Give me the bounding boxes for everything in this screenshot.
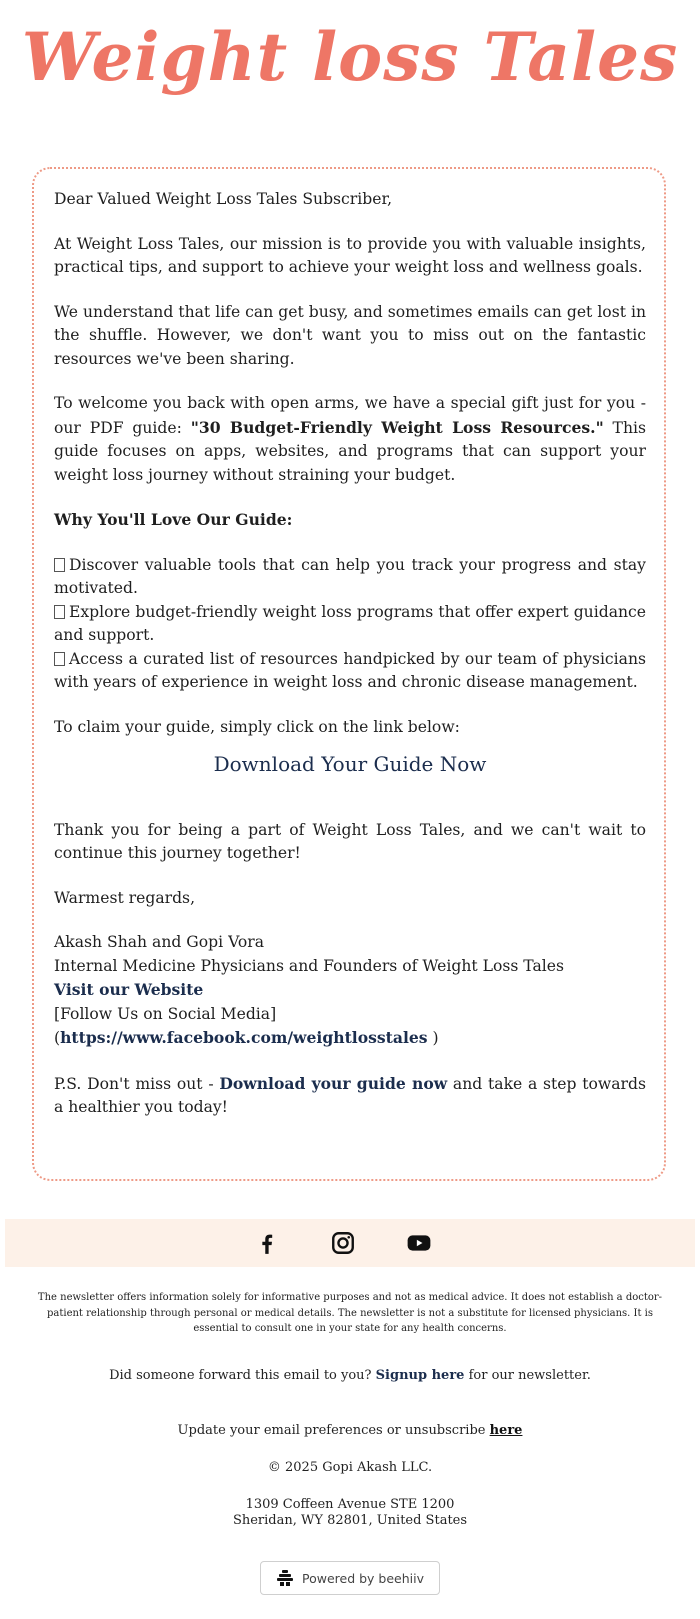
facebook-icon[interactable] <box>254 1230 280 1256</box>
gift-text-end: This guide focuses on apps, websites, and programs that can support your weight loss journey without straining your budget. <box>54 418 646 484</box>
paren-close: ) <box>427 1029 439 1047</box>
gift-text-start: To welcome you back with open arms, we have a special gift just for you - our PDF guide: <box>54 394 646 437</box>
beehiiv-icon <box>276 1570 294 1586</box>
postscript <box>54 1072 646 1120</box>
copyright: © 2025 Gopi Akash LLC. <box>267 1460 433 1475</box>
checkbox-glyph-icon <box>54 652 65 666</box>
why-heading-text: Why You'll Love Our Guide: <box>54 510 293 529</box>
greeting: Dear Valued Weight Loss Tales Subscriber, <box>54 190 393 208</box>
checkbox-glyph-icon <box>54 558 65 572</box>
disclaimer: The newsletter offers information solely for informative purposes and not as medical advice. It does not establish a doctor-patient relationship through personal or medical details. The newsletter is not a substitute for licensed physicians. It is essential to consult one in your state for any health concerns. <box>37 1292 663 1334</box>
claim-text: To claim your guide, simply click on the link below: <box>54 717 460 736</box>
thanks-text: Thank you for being a part of Weight Loss Tales, and we can't wait to continue this journey together! <box>54 820 646 862</box>
social-bar <box>5 1219 695 1267</box>
paragraph-mission: At Weight Loss Tales, our mission is to provide you with valuable insights, practical tips, and support to achieve your weight loss and wellness goals. <box>54 234 646 276</box>
why-heading <box>54 508 646 533</box>
preferences-text: Update your email preferences or unsubscribe <box>177 1423 490 1438</box>
address-line-1: 1309 Coffeen Avenue STE 1200 <box>245 1497 455 1512</box>
bullet-text: Explore budget-friendly weight loss programs that offer expert guidance and support. <box>54 602 646 644</box>
signature-title: Internal Medicine Physicians and Founders of Weight Loss Tales <box>54 956 564 975</box>
unsubscribe-link[interactable]: here <box>489 1423 523 1438</box>
signature-names: Akash Shah and Gopi Vora <box>54 933 265 951</box>
paragraph-gift <box>54 392 646 487</box>
youtube-icon[interactable] <box>406 1230 432 1256</box>
brand-logo[interactable] <box>0 18 700 96</box>
logo-text: Weight loss Tales <box>21 18 679 96</box>
signature <box>54 931 646 1051</box>
guide-title: "30 Budget-Friendly Weight Loss Resources." <box>190 417 604 437</box>
powered-by-text: Powered by beehiiv <box>301 1570 424 1586</box>
bullet-item <box>54 648 646 695</box>
bullet-item <box>54 554 646 601</box>
powered-by-badge[interactable] <box>260 1561 440 1595</box>
bullet-text: Discover valuable tools that can help you track your progress and stay motivated. <box>54 555 646 597</box>
address-line-2: Sheridan, WY 82801, United States <box>232 1513 468 1528</box>
forward-text: Did someone forward this email to you? <box>109 1368 376 1383</box>
paragraph-busy: We understand that life can get busy, and sometimes emails can get lost in the shuffle. However, we don't want you to miss out on the fantastic resources we've been sharing. <box>54 302 646 368</box>
ps-download-link[interactable]: Download your guide now <box>219 1073 448 1093</box>
facebook-url-link[interactable]: https://www.facebook.com/weightlosstales <box>60 1028 428 1047</box>
visit-website-link[interactable]: Visit our Website <box>54 980 204 999</box>
signup-link[interactable]: Signup here <box>375 1368 465 1383</box>
checkbox-glyph-icon <box>54 605 65 619</box>
follow-text: [Follow Us on Social Media] <box>54 1004 277 1023</box>
regards-text: Warmest regards, <box>54 888 196 907</box>
download-guide-button[interactable]: Download Your Guide Now <box>213 752 487 776</box>
bullet-text: Access a curated list of resources handpicked by our team of physicians with years of experience in weight loss and chronic disease management. <box>54 649 646 691</box>
letter-body <box>54 188 646 1141</box>
ps-text-end: and take a step towards a healthier you today! <box>54 1074 646 1116</box>
bullet-item <box>54 601 646 648</box>
forward-line <box>0 1368 700 1383</box>
preferences-line <box>0 1423 700 1438</box>
paren-open: ( <box>54 1029 61 1047</box>
instagram-icon[interactable] <box>330 1230 356 1256</box>
forward-text-end: for our newsletter. <box>464 1368 591 1383</box>
ps-text-start: P.S. Don't miss out - <box>54 1074 220 1093</box>
